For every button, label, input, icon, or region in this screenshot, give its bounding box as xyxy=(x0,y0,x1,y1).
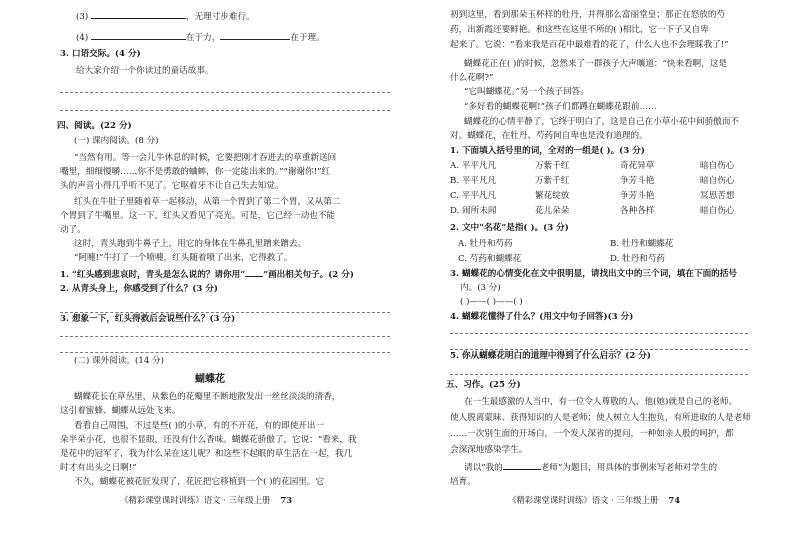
question-5: 5. 你从蝴蝶花明白的道理中得到了什么启示？(2 分) xyxy=(450,351,651,361)
option-cell: 花儿朵朵 xyxy=(535,206,570,216)
part2-title: (二) 课外阅读。(14 分) xyxy=(74,356,164,366)
prompt-text: 老师”为题目，用具体的事例来写老师对学生的 xyxy=(540,463,718,473)
footer-book-title: 《精彩课堂课时训练》语文 · 三年级上册 xyxy=(508,495,659,505)
option-cell: 争芳斗艳 xyxy=(620,191,655,201)
option-cell: 冥思苦想 xyxy=(700,191,735,201)
answer-line[interactable] xyxy=(60,352,390,353)
passage-line: 动了。 xyxy=(60,225,86,235)
page-footer xyxy=(508,494,680,506)
essay-line: ……一次别生面的开场白，一个发人深省的提问，一种如亲人般的呵护，都 xyxy=(450,429,734,439)
title-blank[interactable] xyxy=(503,460,541,470)
oral-title: 3. 口语交际。(4 分) xyxy=(60,49,141,59)
option-a[interactable]: A. 牡丹和芍药 xyxy=(458,239,513,249)
option-cell: 奇花异草 xyxy=(620,161,655,171)
passage-line: 嘴里，细细慢嚼……你不是勇敢的蛐蟀，你一定能出来的。”“谢谢你!”红 xyxy=(60,167,331,177)
q3-fill-item xyxy=(76,9,255,23)
answer-line[interactable] xyxy=(60,92,390,93)
option-cell: 暗自伤心 xyxy=(700,206,735,216)
oral-prompt: 给大家介绍一个你读过的童话故事。 xyxy=(76,66,214,76)
story-line: 起来了。它说：“看来我是百花中最难看的花了，什么人也不会理睬我了!” xyxy=(450,40,729,50)
essay-line: 会深深地感染学生。 xyxy=(450,445,528,455)
story-line: 初到这里，看到那朵玉杯样的牡丹，并得那么富丽堂皇；那正在怒放的芍 xyxy=(450,10,726,20)
page-74 xyxy=(446,0,751,558)
story-line: 时才有出头之日啊!” xyxy=(60,463,137,473)
answer-line[interactable] xyxy=(60,110,390,111)
essay-line: 使人脱离蒙昧、获得知识的人是老师；使人树立人生抱负，有所进取的人是老师 xyxy=(450,413,751,423)
option-cell: 万紫千红 xyxy=(535,161,570,171)
story-line: “多好看的蝴蝶花啊!”孩子们都蹲在蝴蝶花跟前…… xyxy=(464,102,657,112)
section5-title: 五、习作。(25 分) xyxy=(446,380,521,390)
option-cell: 争芳斗艳 xyxy=(620,176,655,186)
item-text: ，无理寸步难行。 xyxy=(185,12,255,22)
question-text: ”画出相关句子。(2 分) xyxy=(263,270,354,280)
answer-line[interactable] xyxy=(450,333,748,334)
question-3: 3. 蝴蝶花的心情变化在文中很明显，请找出文中的三个词，填在下面的括号 xyxy=(450,269,737,279)
underline-sample xyxy=(245,267,263,277)
section4-title: 四、阅读。(22 分) xyxy=(57,121,132,131)
passage-line: 这时，青头跑到牛鼻子上，用它的身体在牛鼻孔里蹭来蹭去。 xyxy=(74,239,307,249)
story-line: 什么花啊?” xyxy=(450,73,494,83)
essay-line: 在一生最感激的人当中，有一位令人尊敬的人，他(她)就是自己的老师。 xyxy=(464,397,738,407)
item-number: (4) xyxy=(76,33,89,43)
page-footer xyxy=(120,494,292,506)
story-line: “它叫蝴蝶花。”另一个孩子回答。 xyxy=(464,87,589,97)
q4-fill-item xyxy=(76,30,325,44)
passage-line: “阿嚏!”牛打了一个喷嚏，红头随着喷了出来，它得救了。 xyxy=(74,253,293,263)
essay-prompt xyxy=(464,460,717,474)
question-text: 1. “红头感到悲哀时，青头是怎么说的？请你用“ xyxy=(60,270,246,280)
question-4: 4. 蝴蝶花懂得了什么？(用文中句子回答)(3 分) xyxy=(450,312,634,322)
option-cell: 暗自伤心 xyxy=(700,161,735,171)
story-line: 蝴蝶花正在( )的时候，忽然来了一群孩子大声嚷道：“快来看啊，这是 xyxy=(464,59,728,69)
story-line: 药，出新霞还要鲜艳。和这些在这里不所的( )相比，它一下子又自卑 xyxy=(450,25,709,35)
answer-blank[interactable] xyxy=(91,9,186,19)
part1-title: (一) 课内阅读。(8 分) xyxy=(74,136,159,146)
answer-blank[interactable] xyxy=(91,30,186,40)
story-line: 蝴蝶花的心情平静了，它终于明白了，这是自己在小草小花中间骄傲而不 xyxy=(464,117,740,127)
passage-line: 红头在牛肚子里随着草一起移动，从第一个胃到了第二个胃，又从第二 xyxy=(74,197,341,207)
option-cell: 暗自伤心 xyxy=(700,176,735,186)
option-cell: C. 平平凡凡 xyxy=(450,191,497,201)
passage-line: “当然有用。等一会儿牛休息的时候，它要把刚才吞进去的草重新送回 xyxy=(74,153,337,163)
story-line: 看看自己周围，不过是些( )的小草，有的不开花，有的即使开出一 xyxy=(74,421,325,431)
item-number: (3) xyxy=(76,12,89,22)
option-b[interactable]: B. 牡丹和蝴蝶花 xyxy=(610,239,674,249)
story-line: 这引着蜜蜂、蝴蝶从远处飞来。 xyxy=(60,406,181,416)
question-2: 2. 从青头身上，你感受到了什么？(3 分) xyxy=(60,284,218,294)
word-chain-blanks[interactable]: ( )——( )——( ) xyxy=(460,297,523,307)
footer-book-title: 《精彩课堂课时训练》语文 · 三年级上册 xyxy=(120,495,271,505)
story-line: 对。蝴蝶花，在牡丹、芍药间自卑也是没有道理的。 xyxy=(450,131,648,141)
item-text: 在于力， xyxy=(185,33,221,43)
question-3-cont: 内。(3 分) xyxy=(460,283,501,293)
question-1: 1. 下面填入括号里的词，全对的一组是( )。(3 分) xyxy=(450,146,645,156)
option-cell: D. 闹所未闻 xyxy=(450,206,497,216)
option-cell: B. 平平凡凡 xyxy=(450,176,497,186)
answer-line[interactable] xyxy=(450,374,748,375)
page-number: 73 xyxy=(280,495,293,505)
question-2: 2. 文中“名花”是指( )。(3 分) xyxy=(450,223,569,233)
option-cell: 万紫千红 xyxy=(535,176,570,186)
option-cell: A. 平平凡凡 xyxy=(450,161,497,171)
question-3: 3. 想象一下，红头得救后会说些什么？(3 分) xyxy=(60,314,236,324)
story-line: 不久，蝴蝶花被花匠发现了，花匠把它移植到一个( )的花园里。它 xyxy=(74,477,325,487)
story-line: 是花中的冠军了，我为什么呆在这儿呢？和这些不起眼的草生活在一起，我几 xyxy=(60,449,353,459)
story-line: 朵半朵小花，也很不显眼，还没有什么香味。蝴蝶花骄傲了，它说：“看来，我 xyxy=(60,435,357,445)
essay-prompt-cont: 培育。 xyxy=(450,477,476,487)
option-c[interactable]: C. 芍药和蝴蝶花 xyxy=(458,254,522,264)
answer-blank[interactable] xyxy=(220,30,290,40)
prompt-text: 请以“我的 xyxy=(464,463,503,473)
question-1 xyxy=(60,267,354,281)
answer-line[interactable] xyxy=(60,336,390,337)
page-number: 74 xyxy=(668,495,681,505)
page-73 xyxy=(57,0,395,558)
option-cell: 繁花绽放 xyxy=(535,191,570,201)
passage-line: 头的声音小得几乎听不见了。它呕着牙不让自己失去知觉。 xyxy=(60,181,284,191)
item-text: 在于理。 xyxy=(290,33,325,43)
passage-line: 个胃到了牛嘴里。这一下，红头又看见了亮光。可是，它已经一动也不能 xyxy=(60,211,336,221)
story-line: 蝴蝶花长在草丛里，从紫色的花瓣里不断地散发出一丝丝淡淡的清香， xyxy=(74,392,341,402)
story-title: 蝴蝶花 xyxy=(195,374,225,385)
option-d[interactable]: D. 牡丹和芍药 xyxy=(610,254,666,264)
option-cell: 各种各样 xyxy=(620,206,655,216)
